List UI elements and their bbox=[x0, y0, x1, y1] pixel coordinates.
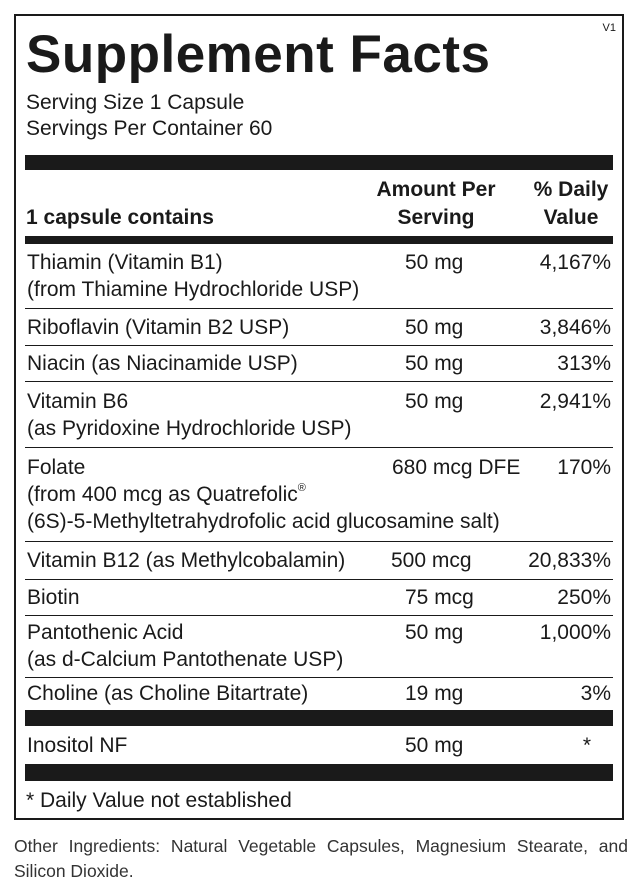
nutrient-dv: 250% bbox=[557, 586, 611, 609]
nutrient-row bbox=[25, 732, 613, 759]
servings-per-container: Servings Per Container 60 bbox=[26, 117, 273, 140]
row-divider bbox=[25, 381, 613, 382]
thick-divider bbox=[25, 764, 613, 781]
nutrient-row bbox=[25, 584, 613, 611]
nutrient-row bbox=[25, 249, 613, 303]
nutrient-dv: 2,941% bbox=[539, 390, 611, 413]
nutrient-name: Inositol NF bbox=[27, 734, 128, 757]
nutrient-amount: 50 mg bbox=[405, 251, 464, 274]
nutrient-row bbox=[25, 619, 613, 673]
nutrient-row bbox=[25, 454, 613, 536]
nutrient-name: Niacin (as Niacinamide USP) bbox=[27, 352, 298, 375]
nutrient-name: Pantothenic Acid bbox=[27, 621, 184, 644]
row-divider bbox=[25, 345, 613, 346]
row-divider bbox=[25, 308, 613, 309]
panel-title: Supplement Facts bbox=[26, 25, 491, 84]
nutrient-amount: 50 mg bbox=[405, 390, 464, 413]
nutrient-dv: 4,167% bbox=[539, 251, 611, 274]
serving-size: Serving Size 1 Capsule bbox=[26, 91, 245, 114]
nutrient-amount: 75 mcg bbox=[405, 586, 474, 609]
nutrient-amount: 50 mg bbox=[405, 734, 464, 757]
nutrient-dv: 3% bbox=[580, 682, 611, 705]
nutrient-amount: 500 mcg bbox=[391, 549, 472, 572]
nutrient-row bbox=[25, 388, 613, 442]
nutrient-dv: 1,000% bbox=[539, 621, 611, 644]
header-dv-line1: % Daily bbox=[533, 178, 609, 201]
nutrient-name: Biotin bbox=[27, 586, 80, 609]
nutrient-detail: (as d-Calcium Pantothenate USP) bbox=[27, 648, 344, 671]
footnote: * Daily Value not established bbox=[26, 789, 292, 812]
nutrient-amount: 50 mg bbox=[405, 316, 464, 339]
nutrient-detail: (from Thiamine Hydrochloride USP) bbox=[27, 278, 360, 301]
medium-divider bbox=[25, 236, 613, 244]
nutrient-detail-line2: (6S)-5-Methyltetrahydrofolic acid glucosamine salt) bbox=[27, 510, 500, 533]
nutrient-dv: 20,833% bbox=[528, 549, 611, 572]
header-dv-line2: Value bbox=[543, 206, 599, 229]
nutrient-detail: (as Pyridoxine Hydrochloride USP) bbox=[27, 417, 352, 440]
nutrient-name: Folate bbox=[27, 456, 86, 479]
registered-mark: ® bbox=[297, 482, 306, 494]
nutrient-name: Thiamin (Vitamin B1) bbox=[27, 251, 223, 274]
header-amount-line2: Serving bbox=[397, 206, 475, 229]
nutrient-amount: 680 mcg DFE bbox=[392, 456, 521, 479]
row-divider bbox=[25, 447, 613, 448]
row-divider bbox=[25, 579, 613, 580]
row-divider bbox=[25, 541, 613, 542]
nutrient-name: Riboflavin (Vitamin B2 USP) bbox=[27, 316, 290, 339]
nutrient-amount: 19 mg bbox=[405, 682, 464, 705]
row-divider bbox=[25, 677, 613, 678]
nutrient-detail-text: (from 400 mcg as Quatrefolic bbox=[27, 483, 298, 506]
nutrient-row bbox=[25, 350, 613, 377]
nutrient-row bbox=[25, 314, 613, 341]
other-ingredients: Other Ingredients: Natural Vegetable Capsules, Magnesium Stearate, and Silicon Dioxide. bbox=[14, 836, 628, 881]
thick-divider bbox=[25, 155, 613, 170]
nutrient-row bbox=[25, 680, 613, 707]
header-contains: 1 capsule contains bbox=[26, 206, 214, 229]
nutrient-row bbox=[25, 547, 613, 574]
nutrient-dv: * bbox=[582, 734, 591, 757]
nutrient-name: Vitamin B12 (as Methylcobalamin) bbox=[27, 549, 346, 572]
nutrient-detail bbox=[27, 481, 306, 508]
supplement-facts-panel bbox=[14, 14, 624, 820]
nutrient-name: Choline (as Choline Bitartrate) bbox=[27, 682, 309, 705]
nutrient-dv: 313% bbox=[557, 352, 611, 375]
thick-divider bbox=[25, 710, 613, 726]
row-divider bbox=[25, 615, 613, 616]
nutrient-amount: 50 mg bbox=[405, 352, 464, 375]
nutrient-name: Vitamin B6 bbox=[27, 390, 129, 413]
header-amount-line1: Amount Per bbox=[376, 178, 496, 201]
nutrient-amount: 50 mg bbox=[405, 621, 464, 644]
nutrient-dv: 3,846% bbox=[539, 316, 611, 339]
nutrient-dv: 170% bbox=[557, 456, 611, 479]
version-label: V1 bbox=[602, 22, 616, 34]
